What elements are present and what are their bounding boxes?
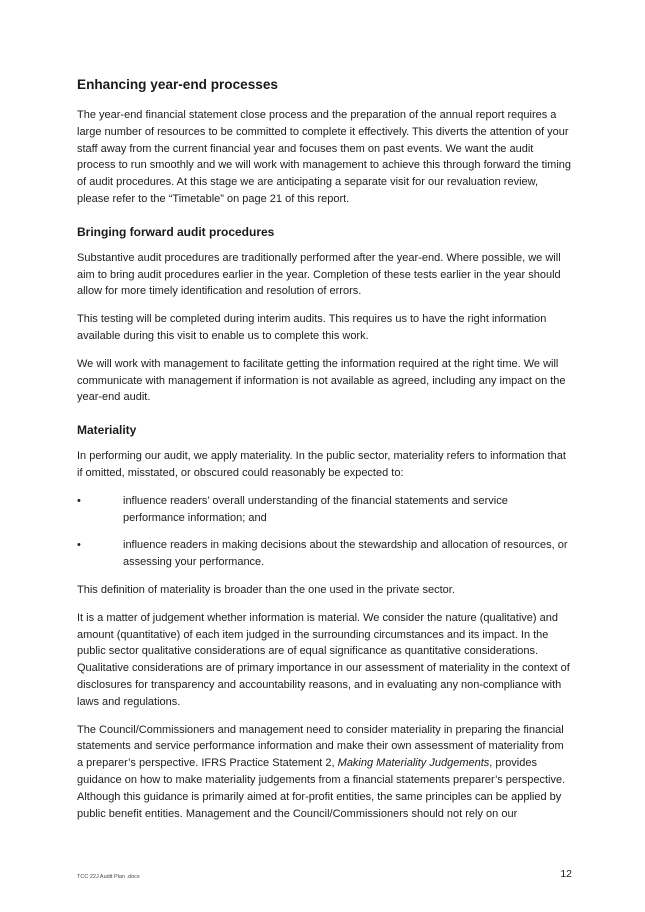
heading-enhancing-year-end-processes: Enhancing year-end processes	[77, 77, 278, 92]
bullet-text: influence readers in making decisions about the stewardship and allocation of resources, or assessing your performance.	[123, 539, 568, 569]
paragraph-materiality-judgement: It is a matter of judgement whether information is material. We consider the nature (qualitative) and amount (quantitative) of each item judged in the surrounding circumstances and its impact. In the public sector qualitative considerations are of equal significance as quantitative considerations. Qualitative considerations are of primary importance in our assessment of materiality in the context of disclosures for transparency and accountability reasons, and in evaluating any non-compliance with laws and regulations.	[77, 611, 570, 708]
materiality-bullet-list	[77, 493, 572, 571]
publication-title: Making Materiality Judgements	[337, 757, 490, 770]
paragraph-text-end: , provides guidance on how to make materiality judgements from a financial statements preparer’s perspective. Although this guidance is primarily aimed at for-profit entities, the same principles can be applied by public benefit entities. Management and the Council/Commissioners should not rely on our	[77, 757, 566, 820]
heading-materiality: Materiality	[77, 423, 137, 438]
page-footer	[77, 868, 572, 884]
bullet-icon: •	[77, 494, 81, 507]
page-content	[77, 76, 572, 833]
paragraph-text-start: The Council/Commissioners and management need to consider materiality in preparing the financial statements and service performance information and make their own assessment of materiality from a preparer’s perspective. IFRS Practice Statement 2,	[77, 723, 564, 770]
bullet-text: influence readers’ overall understanding of the financial statements and service performance information; and	[123, 494, 508, 524]
heading-bringing-forward-audit-procedures: Bringing forward audit procedures	[77, 224, 275, 239]
paragraph-substantive-procedures: Substantive audit procedures are traditionally performed after the year-end. Where possible, we will aim to bring audit procedures earlier in the year. Completion of these tests earlier in the year should allow for more timely identification and resolution of errors.	[77, 251, 561, 298]
paragraph-interim-testing: This testing will be completed during interim audits. This requires us to have the right information available during this visit to enable us to complete this work.	[77, 313, 547, 342]
footer-filename: TCC 22J Audit Plan .docx	[77, 874, 140, 880]
paragraph-council-commissioners	[77, 722, 572, 823]
page-number: 12	[560, 868, 572, 880]
bullet-icon: •	[77, 539, 81, 552]
paragraph-year-end-processes: The year-end financial statement close process and the preparation of the annual report requires a large number of resources to be committed to complete it effectively. This diverts the attention of your staff away from the current financial year and focuses them on past events. We want the audit process to run smoothly and we will work with management to achieve this through forward the timing of audit procedures. At this stage we are anticipating a separate visit for our revaluation review, please refer to the “Timetable” on page 21 of this report.	[77, 109, 572, 205]
paragraph-materiality-intro: In performing our audit, we apply materiality. In the public sector, materiality refers to information that if omitted, misstated, or obscured could reasonably be expected to:	[77, 450, 566, 479]
paragraph-work-with-management: We will work with management to facilitate getting the information required at the right time. We will communicate with management if information is not available as agreed, including any impact on the year-end audit.	[77, 357, 566, 404]
paragraph-materiality-definition: This definition of materiality is broader than the one used in the private sector.	[77, 583, 455, 596]
list-item	[77, 537, 572, 571]
list-item	[77, 493, 572, 527]
